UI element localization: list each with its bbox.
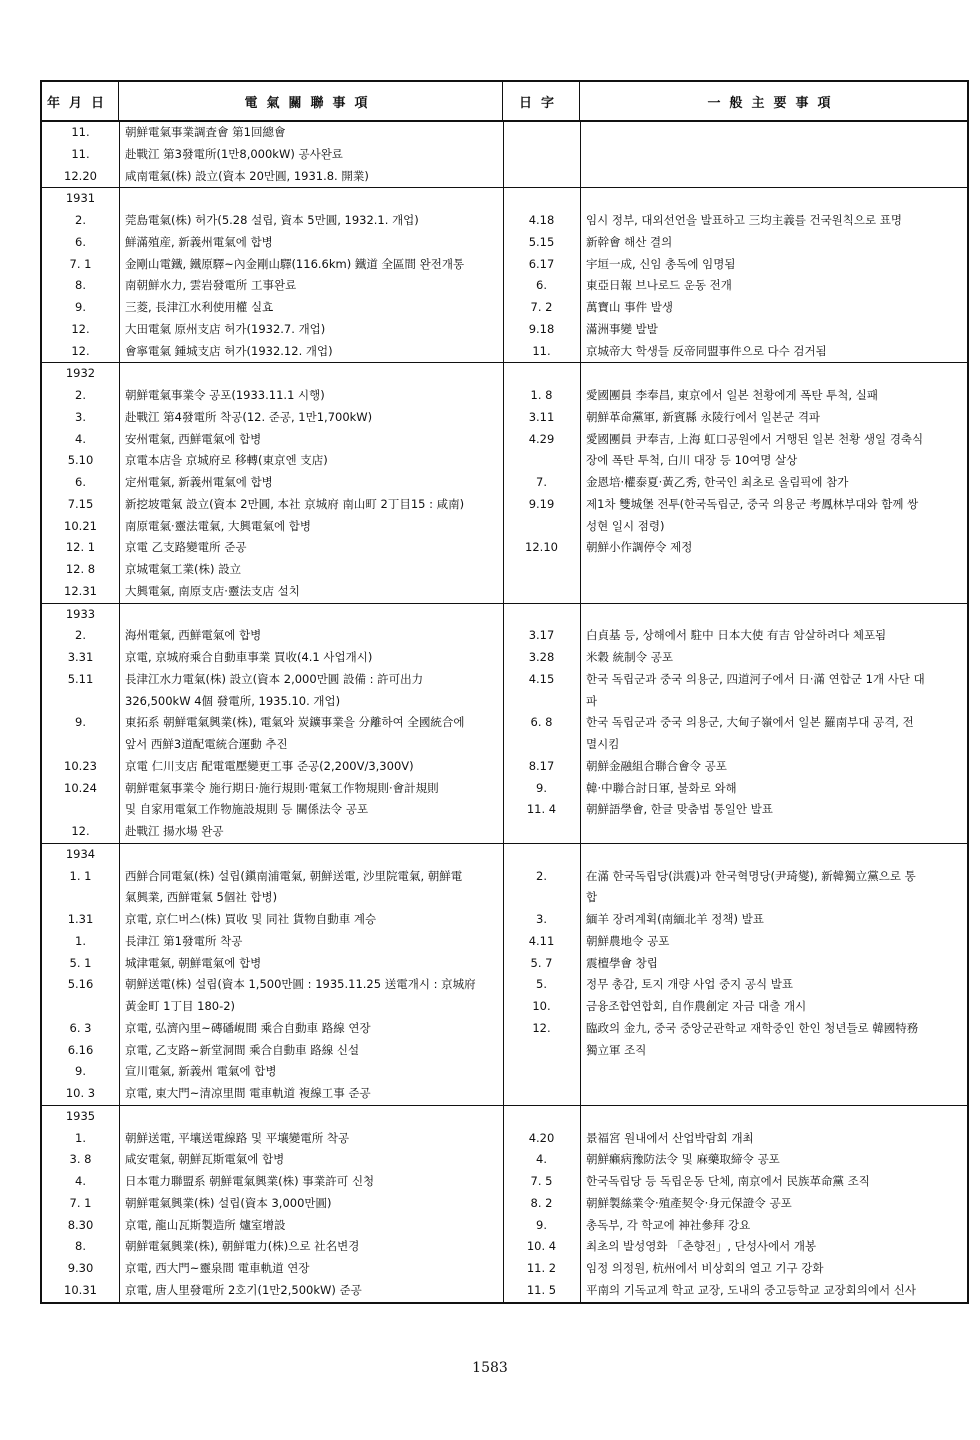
page-number: 1583 <box>472 1360 508 1376</box>
row-general-event: 愛國團員 尹奉吉, 上海 虹口공원에서 거행된 일본 천황 생일 경축식 <box>586 431 924 446</box>
row-electric-event: 京電, 西大門~靈泉間 電車軌道 연장 <box>125 1261 310 1275</box>
row-electric-event: 앞서 西鮮3道配電統合運動 추진 <box>125 737 288 751</box>
row-general-event <box>580 188 967 210</box>
table-row <box>42 1171 967 1193</box>
row-electric-event: 赴戰江 揚水場 완공 <box>125 824 224 838</box>
row-day: 11. 2 <box>526 1261 557 1275</box>
row-general-event <box>580 844 967 866</box>
row-general-event <box>580 559 967 581</box>
row-day: 4.20 <box>528 1130 555 1145</box>
row-general-event: 朝鮮癩病豫防法令 및 麻藥取締令 공포 <box>586 1152 780 1167</box>
row-electric-event: 朝鮮送電(株) 설립(資本 1,500만圓 : 1935.11.25 送電개시 : 京城府 <box>125 977 476 992</box>
table-row <box>42 1040 967 1062</box>
row-general-event <box>580 122 967 144</box>
row-general-event: 합 <box>586 890 598 905</box>
row-date: 12. <box>71 321 90 336</box>
row-date: 1933 <box>65 606 96 621</box>
row-electric-event <box>119 363 503 385</box>
row-day: 9.19 <box>528 496 555 511</box>
row-general-event: 최초의 발성영화 「춘향전」, 단성사에서 개봉 <box>586 1239 817 1254</box>
row-date: 6. 3 <box>69 1020 92 1035</box>
row-electric-event: 赴戰江 第4發電所 착공(12. 준공, 1만1,700kW) <box>125 409 373 424</box>
row-day: 7. 5 <box>530 1174 553 1188</box>
row-general-event: 在滿 한국독립당(洪震)과 한국혁명당(尹琦燮), 新韓獨立黨으로 통 <box>586 868 916 883</box>
row-general-event: 한국독립당 등 독립운동 단체, 南京에서 民族革命黨 조직 <box>586 1174 870 1188</box>
row-general-event <box>580 1083 967 1105</box>
row-electric-event: 咸南電氣(株) 設立(資本 20만圓, 1931.8. 開業) <box>125 168 369 183</box>
row-day <box>503 821 580 843</box>
row-day: 2. <box>536 868 547 883</box>
row-date <box>42 996 119 1018</box>
row-electric-event: 黃金町 1丁目 180-2) <box>125 999 236 1013</box>
row-electric-event: 京電, 京城府乘合自動車事業 買收(4.1 사업개시) <box>125 650 373 664</box>
table-row <box>42 953 967 975</box>
row-general-event: 제1차 雙城堡 전투(한국독립군, 중국 의용군 考鳳林부대와 함께 쌍 <box>586 496 919 511</box>
row-day: 9.18 <box>528 321 555 336</box>
row-electric-event: 京電, 龍山瓦斯製造所 爐室增設 <box>125 1217 286 1232</box>
row-general-event <box>580 166 967 188</box>
row-electric-event <box>119 844 503 866</box>
table-row <box>42 319 967 341</box>
row-date: 5.10 <box>67 453 94 468</box>
row-general-event: 金恩培·權泰夏·黃乙秀, 한국인 최초로 올림픽에 참가 <box>586 475 849 489</box>
row-electric-event: 326,500kW 4個 發電所, 1935.10. 개업) <box>125 693 341 708</box>
row-electric-event: 南原電氣·靈法電氣, 大興電氣에 합병 <box>125 518 311 533</box>
row-day: 5. 7 <box>530 955 553 970</box>
row-electric-event: 大田電氣 原州支店 허가(1932.7. 개업) <box>125 321 326 336</box>
table-row <box>42 341 967 363</box>
row-day: 4.18 <box>528 213 555 227</box>
row-electric-event <box>119 188 503 210</box>
row-general-event: 韓·中聯合討日軍, 불화로 와해 <box>586 780 737 795</box>
row-date: 6. <box>75 234 86 249</box>
table-row <box>42 275 967 297</box>
row-day: 4.29 <box>528 431 555 446</box>
row-date: 8. <box>75 1239 86 1254</box>
row-electric-event: 三菱, 長津江水利使用權 실효 <box>125 300 274 314</box>
table-row <box>42 996 967 1018</box>
row-date: 12.31 <box>64 583 97 598</box>
row-date: 7.15 <box>67 496 94 511</box>
row-date: 10.21 <box>64 518 97 533</box>
row-day <box>503 604 580 626</box>
row-day <box>503 144 580 166</box>
row-day: 12.10 <box>525 540 558 555</box>
table-row <box>42 559 967 581</box>
row-general-event: 景福宮 원내에서 산업박람회 개최 <box>586 1130 754 1145</box>
row-date: 10.24 <box>64 780 97 795</box>
table-row <box>42 1258 967 1280</box>
row-day <box>503 1083 580 1105</box>
row-electric-event: 長津江水力電氣(株) 設立(資本 2,000만圓 設備 : 許可出力 <box>125 671 424 686</box>
row-date: 12. 1 <box>65 540 96 555</box>
row-general-event: 파 <box>586 693 598 708</box>
row-date: 12.20 <box>64 168 97 183</box>
row-date: 5. 1 <box>69 955 92 970</box>
row-day <box>503 559 580 581</box>
row-date: 1935 <box>65 1108 96 1123</box>
row-date: 1.31 <box>67 912 94 926</box>
row-date: 3.31 <box>67 650 94 664</box>
row-electric-event: 宣川電氣, 新義州 電氣에 합병 <box>125 1064 277 1079</box>
table-row <box>42 1149 967 1171</box>
year-section <box>42 188 967 363</box>
row-date: 7. 1 <box>69 256 92 271</box>
row-day: 8.17 <box>528 758 555 773</box>
row-general-event: 臨政의 金九, 중국 중앙군관학교 재학중인 한인 청년들로 韓國特務 <box>586 1020 919 1035</box>
row-general-event: 금융조합연합회, 自作農創定 자금 대출 개시 <box>586 999 807 1013</box>
row-day: 7. 2 <box>530 300 553 314</box>
row-electric-event: 및 自家用電氣工作物施設規則 등 關係法令 공포 <box>125 802 369 817</box>
table-row <box>42 472 967 494</box>
row-general-event <box>580 1061 967 1083</box>
row-electric-event: 大興電氣, 南原支店·靈法支店 설치 <box>125 583 300 598</box>
table-row <box>42 1083 967 1105</box>
table-row <box>42 429 967 451</box>
row-date: 6. <box>75 475 86 489</box>
row-date: 2. <box>75 213 86 227</box>
table-row <box>42 450 967 472</box>
table-row <box>42 1193 967 1215</box>
row-day: 10. 4 <box>526 1239 557 1254</box>
table-row <box>42 844 967 866</box>
row-date: 3. 8 <box>69 1152 92 1167</box>
table-row <box>42 537 967 559</box>
row-electric-event: 京電 仁川支店 配電電壓變更工事 준공(2,200V/3,300V) <box>125 758 414 773</box>
table-row <box>42 407 967 429</box>
row-electric-event: 安州電氣, 西鮮電氣에 합병 <box>125 431 262 446</box>
row-electric-event: 朝鮮送電, 平壤送電線路 및 平壤變電所 착공 <box>125 1130 350 1145</box>
header-general-events: 一般主要事項 <box>707 95 840 111</box>
row-general-event <box>580 581 967 603</box>
row-date: 2. <box>75 628 86 643</box>
row-date: 11. <box>71 125 90 139</box>
row-date <box>42 799 119 821</box>
table-row <box>42 1236 967 1258</box>
table-row <box>42 516 967 538</box>
row-date <box>42 887 119 909</box>
row-electric-event: 京電 乙支路變電所 준공 <box>125 540 247 555</box>
row-general-event: 京城帝大 학생들 反帝同盟事件으로 다수 검거됨 <box>586 343 827 358</box>
table-row <box>42 756 967 778</box>
row-electric-event: 京電, 東大門~清凉里間 電車軌道 複線工事 준공 <box>125 1086 371 1100</box>
row-electric-event: 朝鮮電氣興業(株) 설립(資本 3,000만圓) <box>125 1195 332 1210</box>
table-row <box>42 363 967 385</box>
table-row <box>42 1280 967 1302</box>
row-general-event: 朝鮮農地令 공포 <box>586 933 670 948</box>
table-row <box>42 669 967 691</box>
row-general-event: 朝鮮金融組合聯合會令 공포 <box>586 758 727 773</box>
row-general-event <box>580 1106 967 1128</box>
row-general-event <box>580 821 967 843</box>
table-row <box>42 931 967 953</box>
row-day: 5. <box>536 977 547 992</box>
row-day <box>503 166 580 188</box>
row-day <box>503 691 580 713</box>
year-section <box>42 363 967 603</box>
row-electric-event: 赴戰江 第3發電所(1만8,000kW) 공사완료 <box>125 146 343 161</box>
row-date: 4. <box>75 1174 86 1188</box>
row-general-event: 朝鮮製絲業令·殖產契令·身元保證令 공포 <box>586 1195 792 1210</box>
table-row <box>42 1128 967 1150</box>
row-date: 2. <box>75 388 86 402</box>
table-row <box>42 1215 967 1237</box>
row-general-event: 愛國團員 李奉昌, 東京에서 일본 천황에게 폭탄 투척, 실패 <box>586 388 878 402</box>
row-electric-event: 京電, 乙支路~新堂洞間 乘合自動車 路線 신설 <box>125 1042 360 1057</box>
row-electric-event: 朝鮮電氣事業令 施行期日·施行規則·電氣工作物規則·會計規則 <box>125 780 439 795</box>
row-general-event: 한국 독립군과 중국 의용군, 四道河子에서 日·滿 연합군 1개 사단 대 <box>586 671 925 686</box>
table-row <box>42 1061 967 1083</box>
row-day: 9. <box>536 1217 547 1232</box>
chronology-table <box>40 80 969 1304</box>
row-date: 11. <box>71 146 90 161</box>
row-general-event: 新幹會 해산 결의 <box>586 234 673 249</box>
row-general-event: 東亞日報 브나로드 운동 전개 <box>586 278 732 293</box>
row-electric-event: 朝鮮電氣事業令 공포(1933.11.1 시행) <box>125 388 325 402</box>
row-general-event: 震檀學會 창립 <box>586 955 658 970</box>
row-general-event: 성현 일시 점령) <box>586 518 665 533</box>
row-day <box>503 516 580 538</box>
row-date: 9. <box>75 715 86 730</box>
row-day <box>503 1061 580 1083</box>
row-general-event <box>580 604 967 626</box>
row-day: 1. 8 <box>530 388 553 402</box>
year-section <box>42 604 967 844</box>
row-day <box>503 1040 580 1062</box>
row-day: 3.11 <box>528 409 555 424</box>
row-day: 6.17 <box>528 256 555 271</box>
year-section <box>42 122 967 188</box>
row-general-event: 장에 폭탄 투척, 白川 대장 등 10여명 살상 <box>586 453 798 468</box>
table-row <box>42 778 967 800</box>
row-date: 10. 3 <box>65 1086 96 1100</box>
header-date: 年月日 <box>42 82 119 120</box>
row-electric-event <box>119 604 503 626</box>
row-general-event: 朝鮮小作調停令 제정 <box>586 540 693 555</box>
row-day <box>503 1106 580 1128</box>
row-day <box>503 887 580 909</box>
row-day: 4.15 <box>528 671 555 686</box>
row-general-event: 白貞基 등, 상해에서 駐中 日本大使 有吉 암살하려다 체포됨 <box>586 628 887 643</box>
row-electric-event: 長津江 第1發電所 착공 <box>125 933 243 948</box>
row-day <box>503 363 580 385</box>
table-row <box>42 691 967 713</box>
table-row <box>42 909 967 931</box>
row-date: 1. 1 <box>69 868 92 883</box>
row-date: 3. <box>75 409 86 424</box>
row-date: 4. <box>75 431 86 446</box>
row-electric-event: 京電本店을 京城府로 移轉(東京엔 支店) <box>125 453 328 468</box>
row-electric-event: 城津電氣, 朝鮮電氣에 합병 <box>125 955 262 970</box>
row-day: 11. 4 <box>526 802 557 817</box>
row-day <box>503 844 580 866</box>
row-day: 6. <box>536 278 547 293</box>
row-general-event: 멸시킴 <box>586 737 620 751</box>
row-electric-event: 京電, 京仁버스(株) 買收 및 同社 貨物自動車 계승 <box>125 912 377 926</box>
row-date: 8.30 <box>67 1217 94 1232</box>
row-date: 12. <box>71 343 90 358</box>
year-section <box>42 844 967 1106</box>
row-day: 12. <box>532 1020 551 1035</box>
row-date <box>42 734 119 756</box>
row-date: 6.16 <box>67 1042 94 1057</box>
row-day: 3. <box>536 912 547 926</box>
row-day: 7. <box>536 475 547 489</box>
table-header <box>42 82 967 122</box>
row-electric-event: 京電, 唐人里發電所 2호기(1만2,500kW) 준공 <box>125 1282 362 1297</box>
table-row <box>42 144 967 166</box>
row-general-event: 한국 독립군과 중국 의용군, 大甸子嶺에서 일본 羅南부대 공격, 전 <box>586 715 914 730</box>
row-electric-event: 莞島電氣(株) 허가(5.28 설립, 資本 5만圓, 1932.1. 개업) <box>125 213 419 227</box>
row-day: 3.17 <box>528 628 555 643</box>
row-date: 7. 1 <box>69 1195 92 1210</box>
table-row <box>42 866 967 888</box>
row-electric-event <box>119 1106 503 1128</box>
row-general-event: 정무 총감, 토지 개량 사업 중지 공식 발표 <box>586 977 793 992</box>
header-electric-events: 電氣關聯事項 <box>119 82 503 120</box>
table-row <box>42 887 967 909</box>
table-row <box>42 647 967 669</box>
row-day: 8. 2 <box>530 1195 553 1210</box>
table-row <box>42 581 967 603</box>
row-electric-event: 金剛山電鐵, 鐵原驛~內金剛山驛(116.6km) 鐵道 全區間 완전개통 <box>125 256 465 271</box>
row-general-event: 朝鮮革命黨軍, 新賓縣 永陵行에서 일본군 격파 <box>586 409 821 424</box>
row-general-event: 朝鮮語學會, 한글 맞춤법 통일안 발표 <box>586 802 773 817</box>
table-row <box>42 1106 967 1128</box>
row-general-event: 米穀 統制令 공포 <box>586 650 674 664</box>
row-date: 5.16 <box>67 977 94 992</box>
table-row <box>42 210 967 232</box>
row-date: 1932 <box>65 366 96 381</box>
table-row <box>42 122 967 144</box>
row-date: 10.31 <box>64 1282 97 1297</box>
table-row <box>42 625 967 647</box>
table-row <box>42 974 967 996</box>
row-electric-event: 定州電氣, 新義州電氣에 합병 <box>125 475 273 489</box>
row-general-event <box>580 363 967 385</box>
table-body <box>42 122 967 1302</box>
row-general-event: 총독부, 각 학교에 神社參拜 강요 <box>586 1217 751 1232</box>
row-electric-event: 新挖坡電氣 設立(資本 2만圓, 本社 京城府 南山町 2丁目15 : 咸南) <box>125 496 465 511</box>
row-electric-event: 東拓系 朝鮮電氣興業(株), 電氣와 炭鑛事業을 分離하여 全國統合에 <box>125 715 465 730</box>
row-electric-event: 南朝鮮水力, 雲岩發電所 工事완료 <box>125 278 297 293</box>
table-row <box>42 385 967 407</box>
row-general-event: 滿洲事變 발발 <box>586 321 658 336</box>
row-day: 9. <box>536 780 547 795</box>
table-row <box>42 734 967 756</box>
row-day <box>503 581 580 603</box>
row-electric-event: 海州電氣, 西鮮電氣에 합병 <box>125 628 262 643</box>
row-date: 12. 8 <box>65 562 96 576</box>
row-general-event: 獨立軍 조직 <box>586 1042 647 1057</box>
row-day: 11. <box>532 343 551 358</box>
row-general-event: 平南의 기독교계 학교 교장, 도내의 중고등학교 교장회의에서 신사 <box>586 1282 916 1297</box>
row-electric-event: 京城電氣工業(株) 設立 <box>125 562 242 576</box>
row-date: 1. <box>75 933 86 948</box>
row-date <box>42 691 119 713</box>
row-day: 3.28 <box>528 650 555 664</box>
table-row <box>42 799 967 821</box>
row-day: 10. <box>532 999 551 1013</box>
row-electric-event: 京電, 弘濟內里~磚磻峴間 乘合自動車 路線 연장 <box>125 1020 371 1035</box>
header-day: 日字 <box>503 82 580 120</box>
row-date: 5.11 <box>67 671 94 686</box>
row-general-event <box>580 144 967 166</box>
row-date: 1931 <box>65 191 96 206</box>
row-day: 4.11 <box>528 933 555 948</box>
table-row <box>42 232 967 254</box>
row-electric-event: 日本電力聯盟系 朝鮮電氣興業(株) 事業許可 신청 <box>125 1174 375 1188</box>
row-electric-event: 氣興業, 西鮮電氣 5個社 합병) <box>125 890 278 905</box>
row-date: 1934 <box>65 846 96 861</box>
row-day: 5.15 <box>528 234 555 249</box>
table-row <box>42 494 967 516</box>
row-day: 6. 8 <box>530 715 553 730</box>
row-day <box>503 122 580 144</box>
row-general-event: 임정 의정원, 杭州에서 비상회의 열고 기구 강화 <box>586 1261 824 1275</box>
row-general-event: 임시 정부, 대외선언을 발표하고 三均主義를 건국원칙으로 표명 <box>586 213 902 227</box>
row-electric-event: 會寧電氣 鍾城支店 허가(1932.12. 개업) <box>125 343 333 358</box>
table-row <box>42 188 967 210</box>
year-section <box>42 1106 967 1302</box>
row-date: 9. <box>75 1064 86 1079</box>
row-day: 11. 5 <box>526 1282 557 1297</box>
table-row <box>42 821 967 843</box>
row-day <box>503 450 580 472</box>
row-electric-event: 朝鮮電氣事業調査會 第1回總會 <box>125 125 286 139</box>
row-date: 9.30 <box>67 1261 94 1275</box>
row-date: 12. <box>71 824 90 838</box>
row-electric-event: 朝鮮電氣興業(株), 朝鮮電力(株)으로 社名변경 <box>125 1239 360 1254</box>
row-day: 4. <box>536 1152 547 1167</box>
row-date: 8. <box>75 278 86 293</box>
row-electric-event: 鮮滿殖産, 新義州電氣에 합병 <box>125 234 273 249</box>
row-general-event: 緬羊 장려계획(南緬北羊 정책) 발표 <box>586 912 764 926</box>
table-row <box>42 297 967 319</box>
row-day <box>503 188 580 210</box>
row-date: 10.23 <box>64 758 97 773</box>
row-electric-event: 西鮮合同電氣(株) 설립(鎭南浦電氣, 朝鮮送電, 沙里院電氣, 朝鮮電 <box>125 868 463 883</box>
table-row <box>42 1018 967 1040</box>
row-date: 1. <box>75 1130 86 1145</box>
row-date: 9. <box>75 300 86 314</box>
row-general-event: 宇垣一成, 신임 총독에 임명됨 <box>586 256 736 271</box>
table-row <box>42 254 967 276</box>
row-general-event: 萬寶山 事件 발생 <box>586 300 674 314</box>
table-row <box>42 604 967 626</box>
row-day <box>503 734 580 756</box>
table-row <box>42 712 967 734</box>
table-row <box>42 166 967 188</box>
row-electric-event: 咸安電氣, 朝鮮瓦斯電氣에 합병 <box>125 1152 285 1167</box>
